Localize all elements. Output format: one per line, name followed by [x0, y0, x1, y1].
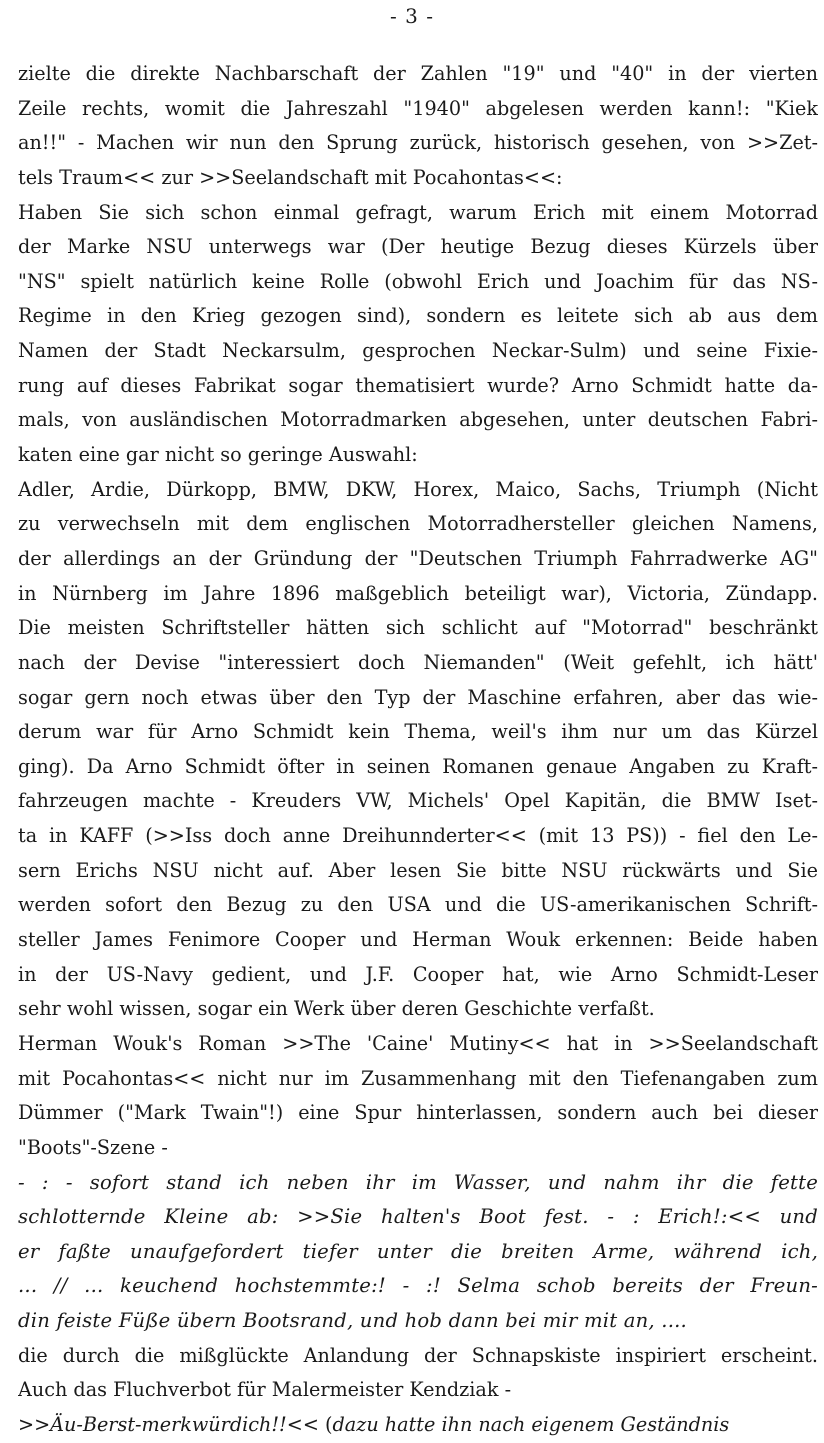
- text-line: sogar gern noch etwas über den Typ der Maschine erfahren, aber das wie-: [18, 685, 818, 709]
- text-line: zielte die direkte Nachbarschaft der Zahlen "19" und "40" in der vierten: [18, 62, 818, 85]
- text-line: ta in KAFF (>>Iss doch anne Dreihunnderter<< (mit 13 PS)) - fiel den Le-: [18, 824, 818, 848]
- text-line: sern Erichs NSU nicht auf. Aber lesen Sie bitte NSU rückwärts und Sie: [18, 858, 818, 882]
- quote-italic: >>Äu-Berst-merkwürdich!!<<: [18, 1412, 319, 1436]
- text-line: rung auf dieses Fabrikat sogar thematisiert wurde? Arno Schmidt hatte da-: [18, 373, 818, 397]
- text-line: Regime in den Krieg gezogen sind), sondern es leitete sich ab aus dem: [18, 304, 818, 328]
- text-line: in der US-Navy gedient, und J.F. Cooper hat, wie Arno Schmidt-Leser: [18, 962, 818, 986]
- text-line: fahrzeugen machte - Kreuders VW, Michels' Opel Kapitän, die BMW Iset-: [18, 789, 818, 813]
- text-line: Die meisten Schriftsteller hätten sich schlicht auf "Motorrad" beschränkt: [18, 616, 818, 640]
- text-line: steller James Fenimore Cooper und Herman Wouk erkennen: Beide haben: [18, 928, 818, 952]
- text-line: sehr wohl wissen, sogar ein Werk über deren Geschichte verfaßt.: [18, 997, 655, 1021]
- text-line: an!!" - Machen wir nun den Sprung zurück, historisch gesehen, von >>Zet-: [18, 131, 818, 155]
- text-line: ging). Da Arno Schmidt öfter in seinen Romanen genaue Angaben zu Kraft-: [18, 754, 818, 778]
- text-line: die durch die mißglückte Anlandung der Schnapskiste inspiriert erscheint.: [18, 1343, 818, 1367]
- page-number: - 3 -: [390, 4, 434, 28]
- text-line: nach der Devise "interessiert doch Niemanden" (Weit gefehlt, ich hätt': [18, 650, 818, 674]
- text-line: Haben Sie sich schon einmal gefragt, warum Erich mit einem Motorrad: [18, 200, 818, 224]
- text-line: werden sofort den Bezug zu den USA und die US-amerikanischen Schrift-: [18, 893, 818, 917]
- text-line: mit Pocahontas<< nicht nur im Zusammenhang mit den Tiefenangaben zum: [18, 1066, 818, 1090]
- text-line: zu verwechseln mit dem englischen Motorradhersteller gleichen Namens,: [18, 512, 818, 536]
- text-line: - : - sofort stand ich neben ihr im Wasser, und nahm ihr die fette: [18, 1170, 818, 1194]
- text-line: Auch das Fluchverbot für Malermeister Kendziak -: [18, 1378, 512, 1402]
- roman-paren: (: [318, 1412, 333, 1436]
- text-line-final: [18, 1408, 818, 1443]
- text-line: katen eine gar nicht so geringe Auswahl:: [18, 443, 418, 467]
- quote-italic-continued: dazu hatte ihn nach eigenem Geständnis: [332, 1412, 730, 1436]
- text-line: ... // ... keuchend hochstemmte:! - :! Selma schob bereits der Freun-: [18, 1274, 818, 1298]
- text-line: tels Traum<< zur >>Seelandschaft mit Pocahontas<<:: [18, 165, 563, 189]
- text-line: in Nürnberg im Jahre 1896 maßgeblich beteiligt war), Victoria, Zündapp.: [18, 581, 818, 605]
- text-line: schlotternde Kleine ab: >>Sie halten's Boot fest. - : Erich!:<< und: [18, 1205, 818, 1229]
- text-line: er faßte unaufgefordert tiefer unter die breiten Arme, während ich,: [18, 1239, 818, 1263]
- text-line: "NS" spielt natürlich keine Rolle (obwohl Erich und Joachim für das NS-: [18, 269, 818, 293]
- text-line: der allerdings an der Gründung der "Deutschen Triumph Fahrradwerke AG": [18, 546, 818, 570]
- text-line: "Boots"-Szene -: [18, 1135, 168, 1159]
- text-line: Zeile rechts, womit die Jahreszahl "1940" abgelesen werden kann!: "Kiek: [18, 96, 818, 120]
- text-line: derum war für Arno Schmidt kein Thema, weil's ihm nur um das Kürzel: [18, 720, 818, 744]
- text-line: mals, von ausländischen Motorradmarken abgesehen, unter deutschen Fabri-: [18, 408, 818, 432]
- text-line: Herman Wouk's Roman >>The 'Caine' Mutiny<< hat in >>Seelandschaft: [18, 1031, 818, 1055]
- text-line: Adler, Ardie, Dürkopp, BMW, DKW, Horex, Maico, Sachs, Triumph (Nicht: [18, 477, 818, 501]
- text-line: Namen der Stadt Neckarsulm, gesprochen Neckar-Sulm) und seine Fixie-: [18, 339, 818, 363]
- text-line: din feiste Füße übern Bootsrand, und hob dann bei mir mit an, ....: [18, 1309, 687, 1333]
- text-line: der Marke NSU unterwegs war (Der heutige Bezug dieses Kürzels über: [18, 235, 818, 259]
- text-line: Dümmer ("Mark Twain"!) eine Spur hinterlassen, sondern auch bei dieser: [18, 1101, 818, 1125]
- body-text: [18, 57, 818, 1443]
